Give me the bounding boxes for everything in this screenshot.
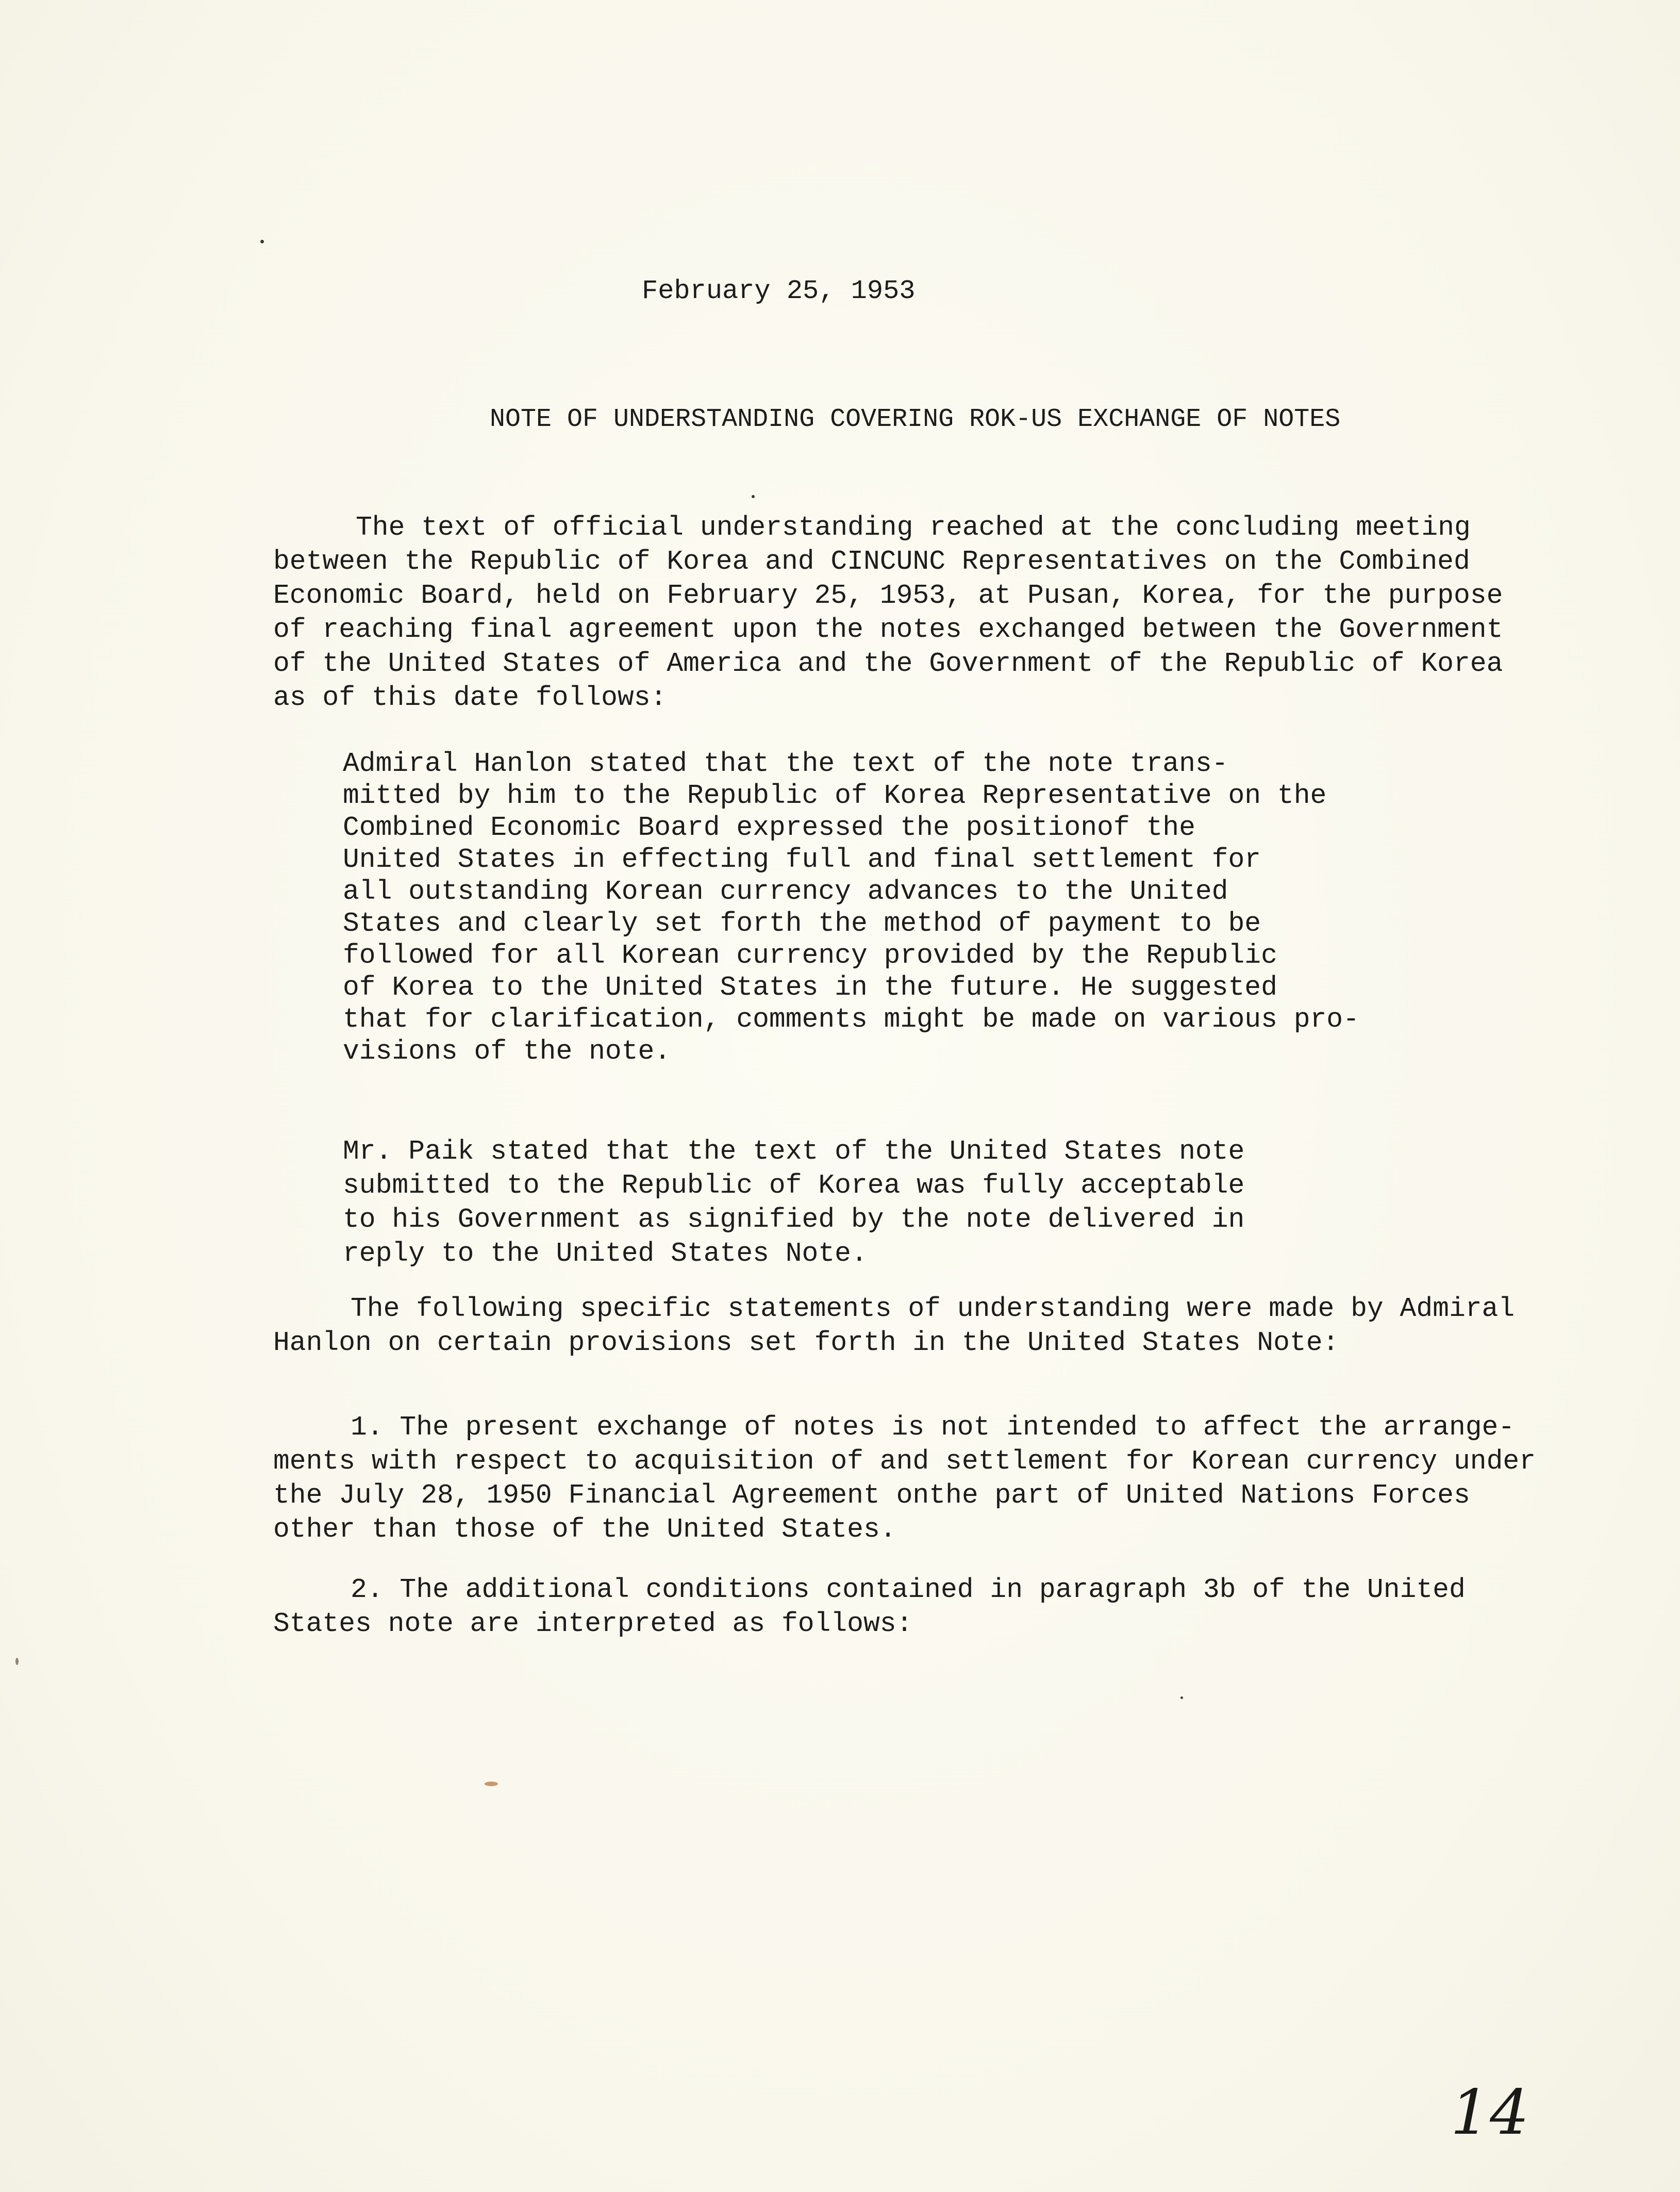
paper-speck <box>260 240 264 243</box>
document-title: NOTE OF UNDERSTANDING COVERING ROK-US EXCHANGE OF NOTES <box>490 405 1341 434</box>
text-line: between the Republic of Korea and CINCUNC Representatives on the Combined <box>273 546 1470 577</box>
paper-speck <box>1180 1696 1183 1699</box>
text-line: States and clearly set forth the method of payment to be <box>343 908 1261 939</box>
hanlon-statement-paragraph <box>343 748 1359 1067</box>
numbered-item-2 <box>273 1573 1466 1641</box>
text-line: that for clarification, comments might be made on various pro- <box>343 1004 1359 1035</box>
text-line: ments with respect to acquisition of and settlement for Korean currency under <box>273 1446 1536 1477</box>
text-line: followed for all Korean currency provided by the Republic <box>343 940 1277 971</box>
document-date: February 25, 1953 <box>642 276 916 306</box>
text-line: United States in effecting full and final settlement for <box>343 844 1261 875</box>
text-line: as of this date follows: <box>273 682 667 713</box>
text-line: The following specific statements of understanding were made by Admiral <box>351 1293 1515 1324</box>
text-line: Combined Economic Board expressed the positionof the <box>343 812 1195 843</box>
text-line: of reaching final agreement upon the notes exchanged between the Government <box>273 614 1503 645</box>
text-line: visions of the note. <box>343 1036 671 1067</box>
paper-stain <box>485 1782 498 1786</box>
text-line: 2. The additional conditions contained in paragraph 3b of the United <box>351 1574 1466 1605</box>
text-line: Hanlon on certain provisions set forth in the United States Note: <box>273 1327 1339 1358</box>
text-line: The text of official understanding reached at the concluding meeting <box>356 512 1471 543</box>
text-line: Admiral Hanlon stated that the text of the note trans- <box>343 748 1228 779</box>
paik-statement-paragraph <box>343 1134 1244 1271</box>
text-line: 1. The present exchange of notes is not intended to affect the arrange- <box>351 1412 1515 1443</box>
paper-speck <box>15 1658 19 1665</box>
text-line: the July 28, 1950 Financial Agreement onthe part of United Nations Forces <box>273 1480 1470 1511</box>
text-line: Mr. Paik stated that the text of the United States note <box>343 1136 1245 1167</box>
text-line: States note are interpreted as follows: <box>273 1608 913 1639</box>
page-number-text: 14 <box>1450 2077 1529 2149</box>
text-line: of the United States of America and the Government of the Republic of Korea <box>273 648 1503 679</box>
text-line: of Korea to the United States in the future. He suggested <box>343 972 1277 1003</box>
text-line: reply to the United States Note. <box>343 1238 868 1269</box>
intro-paragraph <box>273 510 1503 715</box>
handwritten-page-number <box>1450 2073 1529 2149</box>
paper-speck <box>752 495 755 498</box>
text-line: to his Government as signified by the note delivered in <box>343 1204 1245 1235</box>
numbered-item-1 <box>273 1410 1536 1546</box>
text-line: all outstanding Korean currency advances to the United <box>343 876 1228 907</box>
text-line: other than those of the United States. <box>273 1514 896 1545</box>
following-statements-paragraph <box>273 1292 1515 1360</box>
text-line: submitted to the Republic of Korea was fully acceptable <box>343 1170 1245 1201</box>
text-line: Economic Board, held on February 25, 1953, at Pusan, Korea, for the purpose <box>273 580 1503 611</box>
text-line: mitted by him to the Republic of Korea Representative on the <box>343 780 1327 811</box>
